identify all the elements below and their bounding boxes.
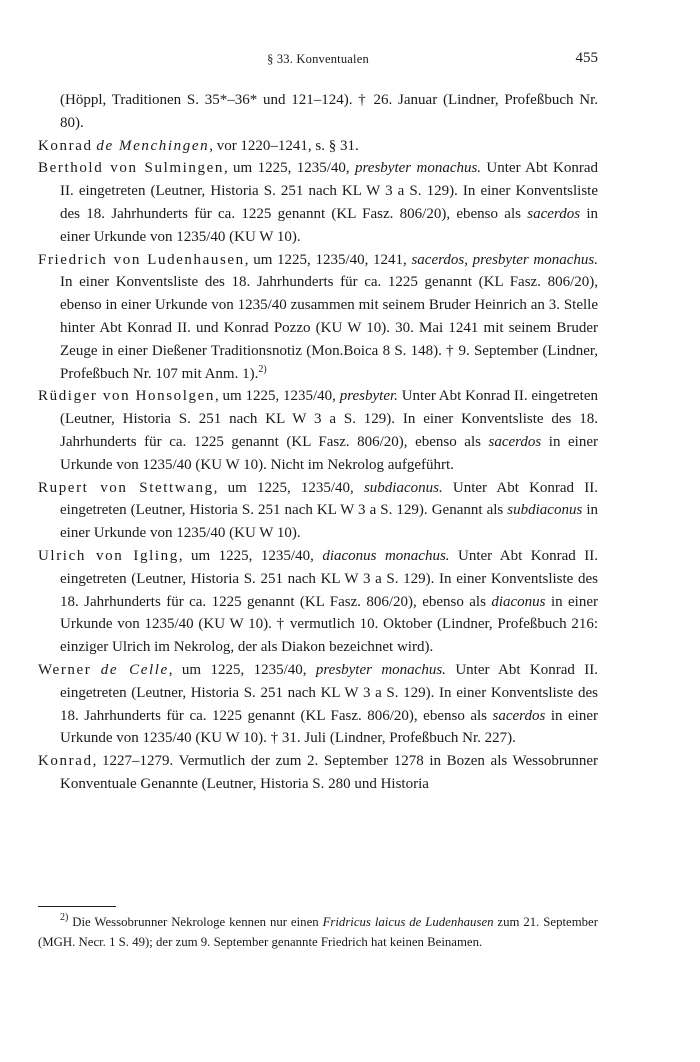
footnote-text-part: zum 21. September (MGH. Necr. 1 S. 49); der zum 9. September genannte Friedrich hat keinen Beinamen. <box>38 915 599 949</box>
entry-text: Unter Abt Konrad II. eingetreten (Leutner, Historia S. 251 nach KL W 3 a S. 129). In einer Konventsliste des 18. Jahrhunderts für ca. 1225 genannt (KL Fasz. 806/20), ebenso als <box>60 388 598 450</box>
entry-name: Berthold von Sulmingen <box>38 160 224 177</box>
main-text <box>38 89 598 796</box>
entry-text: , 1227–1279. Vermutlich der zum 2. September 1278 in Bozen als Wessobrunner Konventuale Genannte (Leutner, Historia S. 280 und Historia <box>60 753 598 792</box>
entry-name: Ulrich von Igling <box>38 547 179 564</box>
running-title: § 33. Konventualen <box>267 52 369 66</box>
entry-name: Rupert von Stettwang <box>38 479 214 496</box>
entry-role: diaconus <box>491 593 546 610</box>
entry-name: Friedrich von Ludenhausen <box>38 251 245 268</box>
entry-name: Werner <box>38 661 92 678</box>
entry-name: Konrad <box>38 753 93 770</box>
entry-text: , um 1225, 1235/40, <box>215 388 340 405</box>
entry-werner-de-celle <box>38 659 598 750</box>
entry-text: in einer Urkunde von 1235/40 (KU W 10). † vermutlich 10. Oktober (Lindner, Profeßbuch 216: einziger Ulrich im Nekrolog, der als Diakon bezeichnet wird). <box>60 593 598 656</box>
entry-text: in einer Urkunde von 1235/40 (KU W 10). Nicht im Nekrolog aufgeführt. <box>60 433 598 473</box>
entry-text: Unter Abt Konrad II. eingetreten (Leutner, Historia S. 251 nach KL W 3 a S. 129). Genannt als <box>60 479 598 519</box>
entry-text: Unter Abt Konrad II. eingetreten (Leutner, Historia S. 251 nach KL W 3 a S. 129). In einer Konventsliste des 18. Jahrhunderts für ca. 1225 genannt (KL Fasz. 806/20), ebenso als <box>60 547 598 610</box>
entry-role: sacerdos, presbyter monachus. <box>411 251 598 268</box>
entry-text: , um 1225, 1235/40, <box>213 479 364 496</box>
footnote-divider <box>38 906 116 907</box>
entry-role: sacerdos <box>488 433 542 450</box>
entry-text: Unter Abt Konrad II. eingetreten (Leutner, Historia S. 251 nach KL W 3 a S. 129). In einer Konventsliste des 18. Jahrhunderts für ca. 1225 genannt (KL Fasz. 806/20), ebenso als <box>60 160 598 222</box>
entry-role: presbyter monachus. <box>315 661 446 678</box>
entry-text: , um 1225, 1235/40, <box>223 160 356 177</box>
entry-role: subdiaconus <box>507 502 583 519</box>
entry-name-suffix: de Menchingen <box>96 137 210 154</box>
footnote-italic: Fridricus laicus de Ludenhausen <box>322 915 494 929</box>
footnote-text-part: Die Wessobrunner Nekrologe kennen nur einen <box>68 915 323 929</box>
entry-ruediger-von-honsolgen <box>38 385 598 476</box>
entry-role: subdiaconus. <box>363 479 443 496</box>
entry-role: sacerdos <box>527 205 581 222</box>
entry-friedrich-von-ludenhausen <box>38 249 598 386</box>
footnote <box>38 913 598 952</box>
footnote-text <box>38 913 598 952</box>
entry-text: , um 1225, 1235/40, <box>178 547 323 564</box>
footnote-mark: 2) <box>60 912 69 923</box>
entry-name: Konrad <box>38 137 93 154</box>
entry-konrad-de-menchingen <box>38 135 598 158</box>
entry-name: Rüdiger von Honsolgen <box>38 388 215 405</box>
entry-ulrich-von-igling <box>38 545 598 659</box>
entry-berthold-von-sulmingen <box>38 157 598 248</box>
footnote-reference[interactable]: 2) <box>258 363 267 375</box>
entry-role: presbyter. <box>339 388 398 405</box>
entry-text: In einer Konventsliste des 18. Jahrhunderts für ca. 1225 genannt (KL Fasz. 806/20), ebenso in einer Urkunde von 1235/40 zusammen mit seinem Bruder Heinrich an 3. Stelle hinter Abt Konrad II. und Konrad Pozzo (KU W 10). 30. Mai 1241 mit seinem Bruder Zeuge in einer Dießener Traditionsnotiz (Mon.Boica 8 S. 148). † 9. September (Lindner, Profeßbuch Nr. 107 mit Anm. 1). <box>60 274 598 382</box>
entry-text: in einer Urkunde von 1235/40 (KU W 10). <box>60 502 598 542</box>
entry-text: in einer Urkunde von 1235/40 (KU W 10). <box>60 205 598 245</box>
entry-text: Unter Abt Konrad II. eingetreten (Leutner, Historia S. 251 nach KL W 3 a S. 129). In einer Konventsliste des 18. Jahrhunderts für ca. 1225 genannt (KL Fasz. 806/20), ebenso als <box>60 661 598 724</box>
entry-rupert-von-stettwang <box>38 477 598 545</box>
entry-name-suffix: de Celle <box>100 661 169 678</box>
entry-text: , um 1225, 1235/40, <box>168 661 316 678</box>
entry-role: presbyter monachus. <box>355 160 482 177</box>
continued-paragraph: (Höppl, Traditionen S. 35*–36* und 121–124). † 26. Januar (Lindner, Profeßbuch Nr. 80). <box>60 92 598 131</box>
entry-role: diaconus monachus. <box>322 547 450 564</box>
entry-role: sacerdos <box>492 707 546 724</box>
running-header <box>38 50 598 70</box>
entry-text: , vor 1220–1241, s. § 31. <box>209 137 359 154</box>
entry-text: in einer Urkunde von 1235/40 (KU W 10). † 31. Juli (Lindner, Profeßbuch Nr. 227). <box>60 707 598 747</box>
page-number: 455 <box>575 50 598 66</box>
entry-konrad <box>38 750 598 796</box>
entry-text: , um 1225, 1235/40, 1241, <box>244 251 412 268</box>
